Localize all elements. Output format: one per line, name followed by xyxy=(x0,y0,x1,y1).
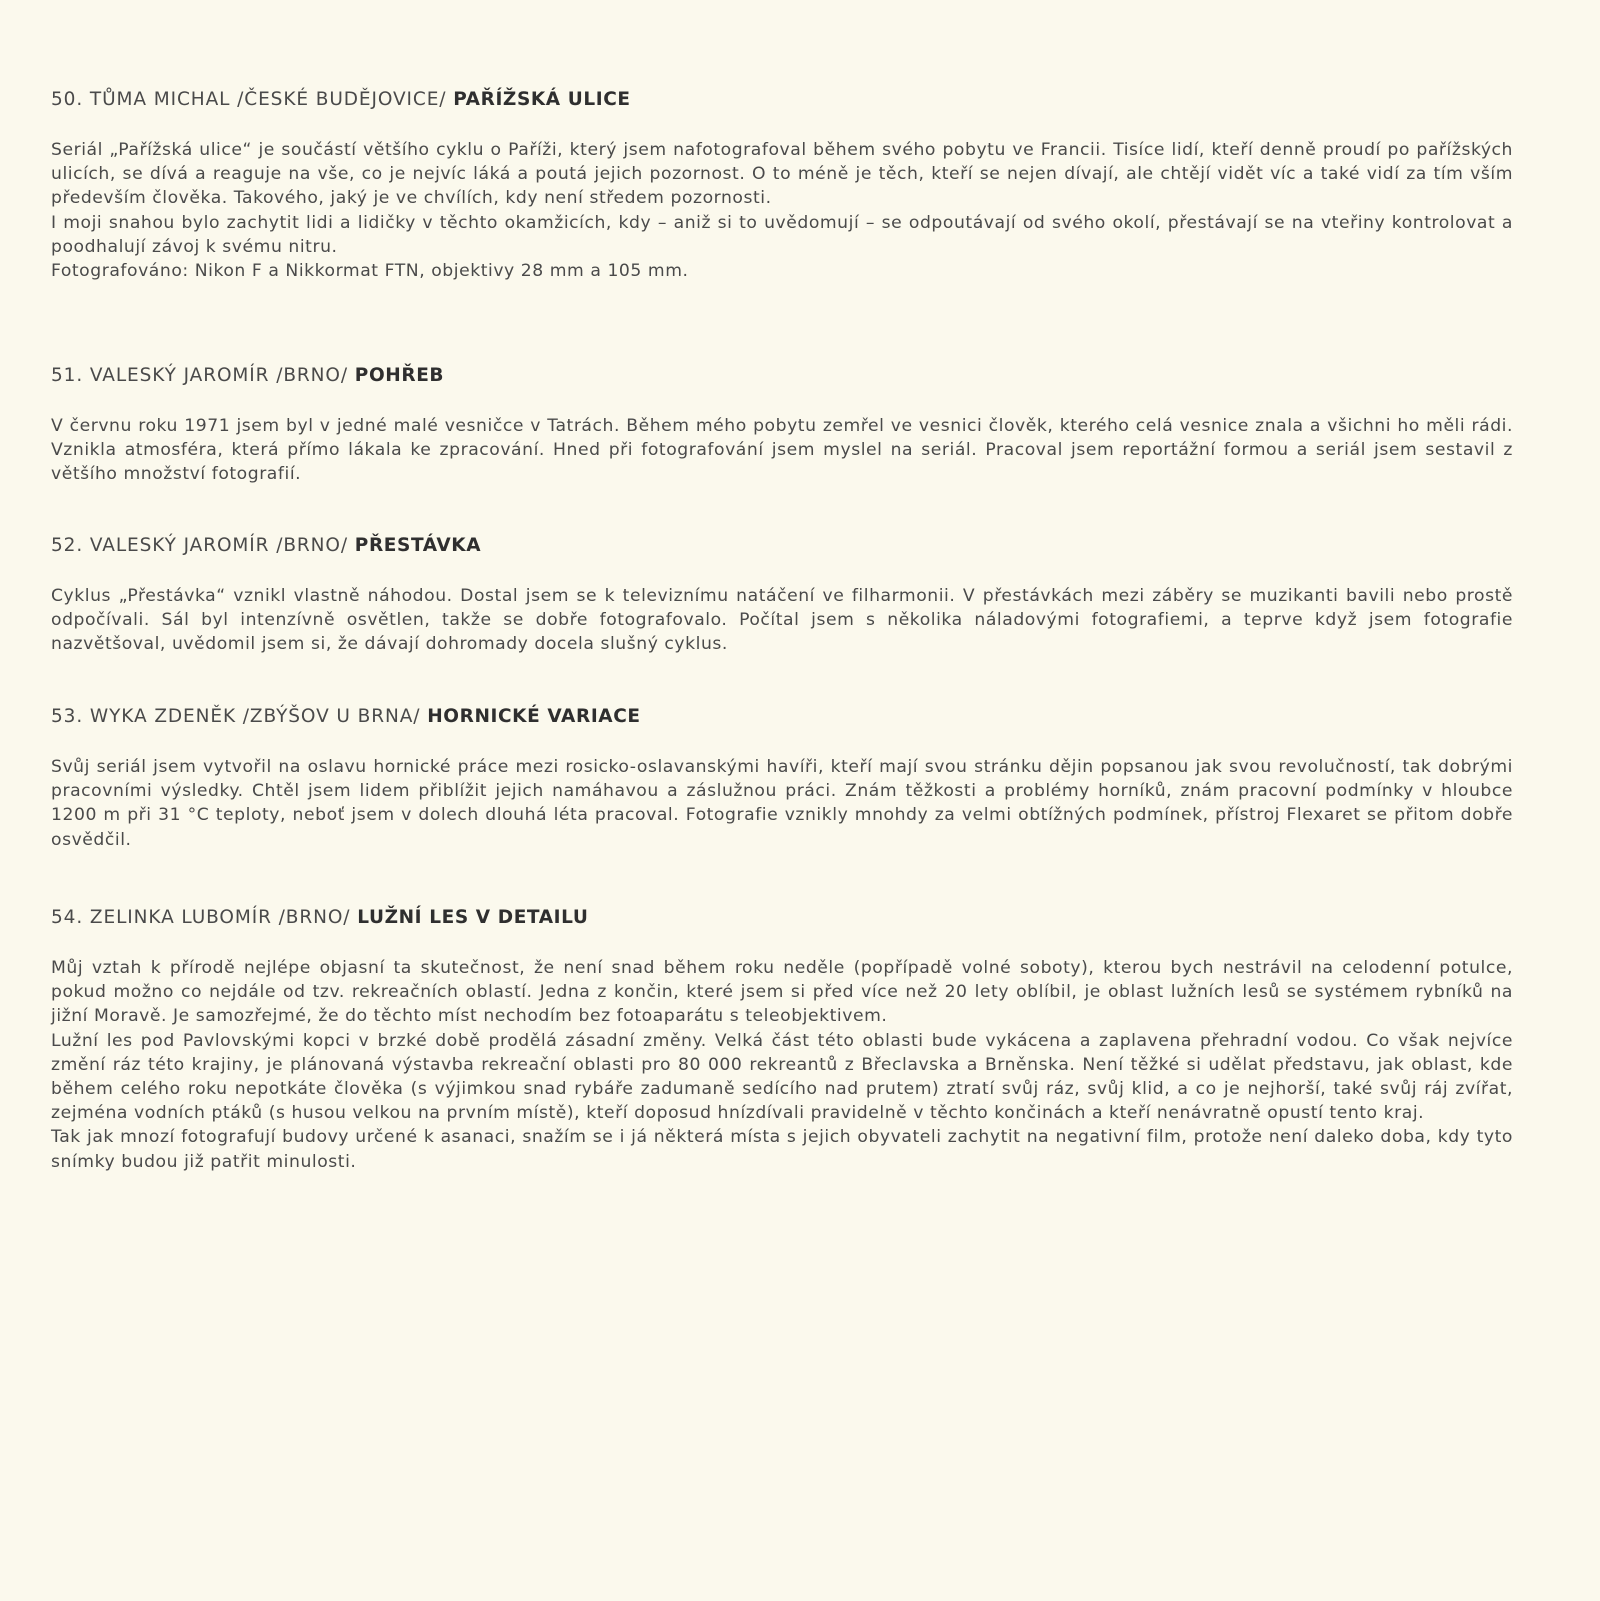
entry-paragraph: Fotografováno: Nikon F a Nikkormat FTN, objektivy 28 mm a 105 mm. xyxy=(51,261,689,282)
entry-body xyxy=(51,956,1513,1174)
entry-paragraph: Tak jak mnozí fotografují budovy určené k asanaci, snažím se i já některá místa s jejich obyvateli zachytit na negativní film, protože není daleko doba, kdy tyto snímky budou již patřit minulosti. xyxy=(51,1127,1513,1172)
entry-paragraph: Můj vztah k přírodě nejlépe objasní ta skutečnost, že není snad během roku neděle (popřípadě volné soboty), kterou bych nestrávil na celodenní potulce, pokud možno co nejdále od tzv. rekreačních oblastí. Jedna z končin, které jsem si před více než 20 lety oblíbil, je oblast lužních lesů se systémem rybníků na jižní Moravě. Je samozřejmé, že do těchto míst nechodím bez fotoaparátu s teleobjektivem. xyxy=(51,958,1513,1027)
entry-place: /ČESKÉ BUDĚJOVICE/ xyxy=(237,89,447,110)
entry-place: /BRNO/ xyxy=(278,907,351,928)
entry-52 xyxy=(51,534,1513,657)
entry-author: WYKA ZDENĚK xyxy=(89,706,237,727)
entry-paragraph: I moji snahou bylo zachytit lidi a lidičky v těchto okamžicích, kdy – aniž si to uvědomují – se odpoutávají od svého okolí, přestávají se na vteřiny kontrolovat a poodhalují závoj k svému nitru. xyxy=(51,212,1513,257)
entry-paragraph: Seriál „Pařížská ulice“ je součástí většího cyklu o Paříži, který jsem nafotografoval během svého pobytu ve Francii. Tisíce lidí, kteří denně proudí po pařížských ulicích, se dívá a reaguje na vše, co je nejvíc láká a poutá jejich pozornost. O to méně je těch, kteří se nejen dívají, ale chtějí vidět víc a také vidí za tím vším především člověka. Takového, jaký je ve chvílích, kdy není středem pozornosti. xyxy=(51,140,1513,209)
entry-paragraph: Lužní les pod Pavlovskými kopci v brzké době prodělá zásadní změny. Velká část této oblasti bude vykácena a zaplavena přehradní vodou. Co však nejvíce změní ráz této krajiny, je plánovaná výstavba rekreační oblasti pro 80 000 rekreantů z Břeclavska a Brněnska. Není těžké si udělat představu, jak oblast, kde během celého roku nepotkáte člověka (s výjimkou snad rybáře zadumaně sedícího nad prutem) ztratí svůj ráz, svůj klid, a co je nejhorší, také svůj ráj zvířat, zejména vodních ptáků (s husou velkou na prvním místě), kteří doposud hnízdívali pravidelně v těchto končinách a kteří nenávratně opustí tento kraj. xyxy=(51,1030,1513,1124)
entry-number: 52. xyxy=(51,535,84,556)
entry-author: TŮMA MICHAL xyxy=(89,89,231,110)
entry-body xyxy=(51,584,1513,657)
entry-heading xyxy=(51,364,1513,388)
entry-title: HORNICKÉ VARIACE xyxy=(427,706,641,727)
entry-body xyxy=(51,414,1513,487)
entry-heading xyxy=(51,705,1513,729)
entry-54 xyxy=(51,906,1513,1174)
entry-title: PŘESTÁVKA xyxy=(354,535,482,556)
entry-paragraph: Cyklus „Přestávka“ vznikl vlastně náhodou. Dostal jsem se k televiznímu natáčení ve filharmonii. V přestávkách mezi záběry se muzikanti bavili nebo prostě odpočívali. Sál byl intenzívně osvětlen, takže se dobře fotografovalo. Počítal jsem s několika náladovými fotografiemi, a teprve když jsem fotografie nazvětšoval, uvědomil jsem si, že dávají dohromady docela slušný cyklus. xyxy=(51,586,1513,655)
entry-number: 51. xyxy=(51,365,84,386)
entry-title: POHŘEB xyxy=(354,365,445,386)
entry-number: 53. xyxy=(51,706,84,727)
entry-body xyxy=(51,755,1513,852)
entry-50 xyxy=(51,88,1513,283)
entry-heading xyxy=(51,906,1513,930)
entry-paragraph: Svůj seriál jsem vytvořil na oslavu hornické práce mezi rosicko-oslavanskými havíři, kteří mají svou stránku dějin popsanou jak svou revolučností, tak dobrými pracovními výsledky. Chtěl jsem lidem přiblížit jejich namáhavou a záslužnou práci. Znám těžkosti a problémy horníků, znám pracovní podmínky v hloubce 1200 m při 31 °C teploty, neboť jsem v dolech dlouhá léta pracoval. Fotografie vznikly mnohdy za velmi obtížných podmínek, přístroj Flexaret se přitom dobře osvědčil. xyxy=(51,757,1513,850)
entry-place: /BRNO/ xyxy=(276,365,348,386)
entry-place: /BRNO/ xyxy=(276,535,348,556)
entry-heading xyxy=(51,534,1513,558)
entry-53 xyxy=(51,705,1513,852)
entry-title: LUŽNÍ LES V DETAILU xyxy=(357,907,589,928)
entry-number: 54. xyxy=(51,907,84,928)
entry-number: 50. xyxy=(51,89,84,110)
entry-51 xyxy=(51,364,1513,487)
entry-body xyxy=(51,138,1513,283)
entry-paragraph: V červnu roku 1971 jsem byl v jedné malé vesničce v Tatrách. Během mého pobytu zemřel ve vesnici člověk, kterého celá vesnice znala a všichni ho měli rádi. Vznikla atmosféra, která přímo lákala ke zpracování. Hned při fotografování jsem myslel na seriál. Pracoval jsem reportážní formou a seriál jsem sestavil z většího množství fotografií. xyxy=(51,416,1513,485)
entry-heading xyxy=(51,88,1513,112)
entry-author: ZELINKA LUBOMÍR xyxy=(89,907,272,928)
entry-author: VALESKÝ JAROMÍR xyxy=(89,365,270,386)
entry-author: VALESKÝ JAROMÍR xyxy=(89,535,270,556)
entry-title: PAŘÍŽSKÁ ULICE xyxy=(453,89,631,110)
entry-place: /ZBÝŠOV U BRNA/ xyxy=(242,706,421,727)
